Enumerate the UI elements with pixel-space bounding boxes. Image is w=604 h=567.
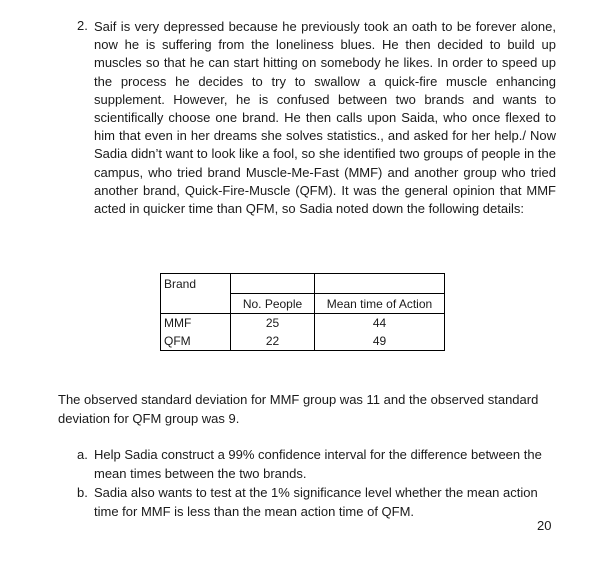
sub-question-text: Sadia also wants to test at the 1% significance level whether the mean action time for MMF is less than the mean action time of QFM. [94, 485, 538, 519]
empty-cell [231, 274, 315, 294]
people-header-cell: No. People [231, 294, 315, 314]
brand-header-cell: Brand [161, 274, 231, 294]
table-row [161, 314, 445, 333]
brand-cell: MMF [161, 314, 231, 333]
question-text: Saif is very depressed because he previously took an oath to be forever alone, now he is suffering from the loneliness blues. He then decided to build up muscles so that he can start hitting on somebody he likes. In order to speed up the process he decides to try to swallow a quick-fire muscle enhancing supplement. However, he is confused between two brands and wants to scientifically choose one brand. He then calls upon Saida, who once flexed to him that even in her dreams she solves statistics., and asked for her help./ Now Sadia didn’t want to look like a fool, so she identified two groups of people in the campus, who tried brand Muscle-Me-Fast (MMF) and another group who tried another brand, Quick-Fire-Muscle (QFM). It was the general opinion that MMF acted in quicker time than QFM, so Sadia noted down the following details: [94, 19, 556, 217]
people-cell: 25 [231, 314, 315, 333]
sub-question-label: b. [77, 485, 88, 500]
sub-question-list [77, 445, 557, 521]
sub-question-label: a. [77, 447, 88, 462]
brand-cell: QFM [161, 332, 231, 351]
table-row [161, 332, 445, 351]
sub-question-a [77, 445, 557, 483]
page-number: 20 [537, 518, 552, 533]
table-row [161, 274, 445, 294]
data-table [160, 273, 445, 351]
time-cell: 44 [315, 314, 445, 333]
sub-question-text: Help Sadia construct a 99% confidence interval for the difference between the mean times between the two brands. [94, 447, 542, 481]
question-number: 2. [77, 18, 88, 33]
time-header-cell: Mean time of Action [315, 294, 445, 314]
std-deviation-text: The observed standard deviation for MMF group was 11 and the observed standard deviation for QFM group was 9. [58, 392, 539, 426]
time-cell: 49 [315, 332, 445, 351]
sub-question-b [77, 483, 557, 521]
empty-cell [161, 294, 231, 314]
table-row [161, 294, 445, 314]
empty-cell [315, 274, 445, 294]
people-cell: 22 [231, 332, 315, 351]
